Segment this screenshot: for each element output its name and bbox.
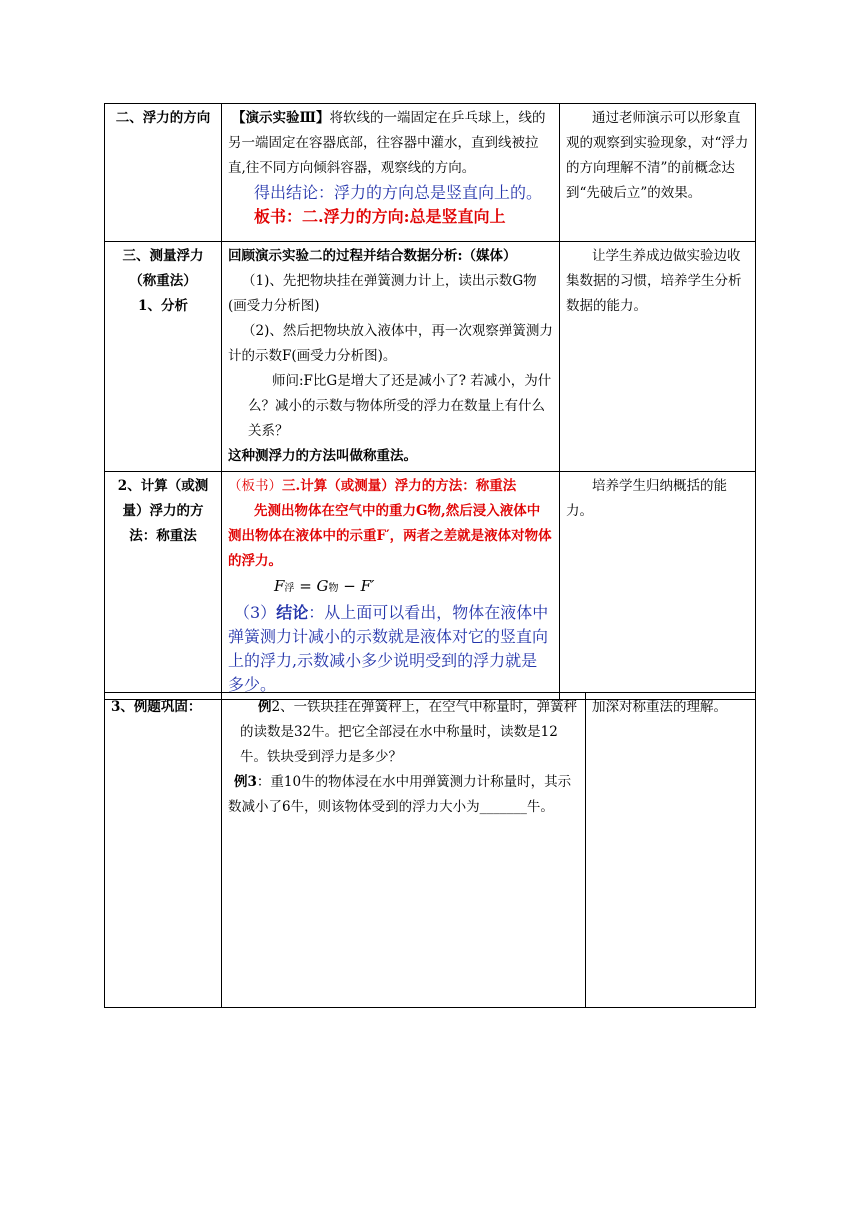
formula-g-sub: 物: [328, 583, 339, 594]
experiment-text: 将软线的一端固定在乒乓球上，线的另一端固定在容器底部，往容器中灌水，直到线被拉直,往不同方向倾斜容器，观察线的方向。: [228, 110, 546, 176]
formula-g: = G: [294, 577, 329, 595]
row-direction: [105, 104, 756, 242]
purpose-text: 让学生养成边做实验边收集数据的习惯，培养学生分析数据的能力。: [566, 248, 742, 314]
purpose-cell: [560, 104, 756, 242]
method-name: 这种测浮力的方法叫做称重法。: [228, 448, 417, 464]
content-cell: [222, 104, 560, 242]
board-text: 三.计算（或测量）浮力的方法：称重法: [282, 478, 517, 494]
purpose-text: 加深对称重法的理解。: [592, 699, 727, 715]
purpose-cell: [586, 693, 756, 1008]
topic-cell: [105, 472, 222, 700]
topic-label: 3、例题巩固：: [111, 699, 202, 715]
board-label: （板书）: [228, 478, 282, 494]
method-description: 先测出物体在空气中的重力G物,然后浸入液体中测出物体在液体中的示重F′，两者之差就是液体对物体的浮力。: [228, 503, 552, 569]
step-2: （2)、然后把物块放入液体中，再一次观察弹簧测力计的示数F(画受力分析图)。: [228, 323, 553, 364]
purpose-text: 通过老师演示可以形象直观的观察到实验现象，对“浮力的方向理解不清”的前概念达到“先破后立”的效果。: [566, 110, 749, 201]
content-cell: [222, 242, 560, 472]
row-examples: [105, 693, 756, 1008]
formula-f-sub: 浮: [284, 583, 295, 594]
purpose-cell: [560, 242, 756, 472]
experiment-title: 【演示实验Ⅲ】: [232, 110, 330, 126]
topic-cell: [105, 693, 222, 1008]
example-3-label: 例3: [234, 774, 257, 790]
example-2-text: 2、一铁块挂在弹簧秤上，在空气中称量时，弹簧秤的读数是32牛。把它全部浸在水中称量时，读数是12牛。铁块受到浮力是多少？: [240, 699, 578, 765]
purpose-text: 培养学生归纳概括的能力。: [566, 478, 727, 519]
conclusion-text: ：从上面可以看出，物体在液体中弹簧测力计减小的示数就是液体对它的竖直向上的浮力,示数减小多少说明受到的浮力就是多少。: [228, 603, 549, 694]
teacher-question: 师问:F比G是增大了还是减小了? 若减小，为什么？减小的示数与物体所受的浮力在数量上有什么关系？: [248, 373, 552, 439]
topic-label: 二、浮力的方向: [115, 110, 211, 126]
row-measure: [105, 242, 756, 472]
topic-label: 2、计算（或测量）浮力的方法：称重法: [117, 478, 209, 544]
purpose-cell: [560, 472, 756, 700]
topic-label: （称重法）: [129, 273, 197, 289]
lesson-table-1: [104, 103, 756, 700]
topic-label: 三、测量浮力: [122, 248, 204, 264]
example-2-label: 例: [258, 699, 272, 715]
topic-cell: [105, 104, 222, 242]
topic-cell: [105, 242, 222, 472]
row-calculate: [105, 472, 756, 700]
conclusion-label: 结论: [276, 603, 309, 622]
content-cell: [222, 472, 560, 700]
example-3-text: ：重10牛的物体浸在水中用弹簧测力计称量时，其示数减小了6牛，则该物体受到的浮力大小为_______牛。: [228, 774, 572, 815]
section-head: 回顾演示实验二的过程并结合数据分析:（媒体）: [228, 248, 517, 264]
lesson-table-2: [104, 692, 756, 1008]
buoyancy-formula: [228, 574, 553, 601]
content-cell: [222, 693, 586, 1008]
board-text: 板书：二.浮力的方向:总是竖直向上: [254, 207, 506, 226]
formula-end: − F′: [338, 577, 375, 595]
formula-f: F: [274, 577, 285, 595]
item-number: （3）: [234, 603, 277, 622]
conclusion-text: 得出结论：浮力的方向总是竖直向上的。: [254, 183, 543, 202]
topic-label: 1、分析: [138, 298, 188, 314]
step-1: （1)、先把物块挂在弹簧测力计上，读出示数G物(画受力分析图): [228, 273, 537, 314]
